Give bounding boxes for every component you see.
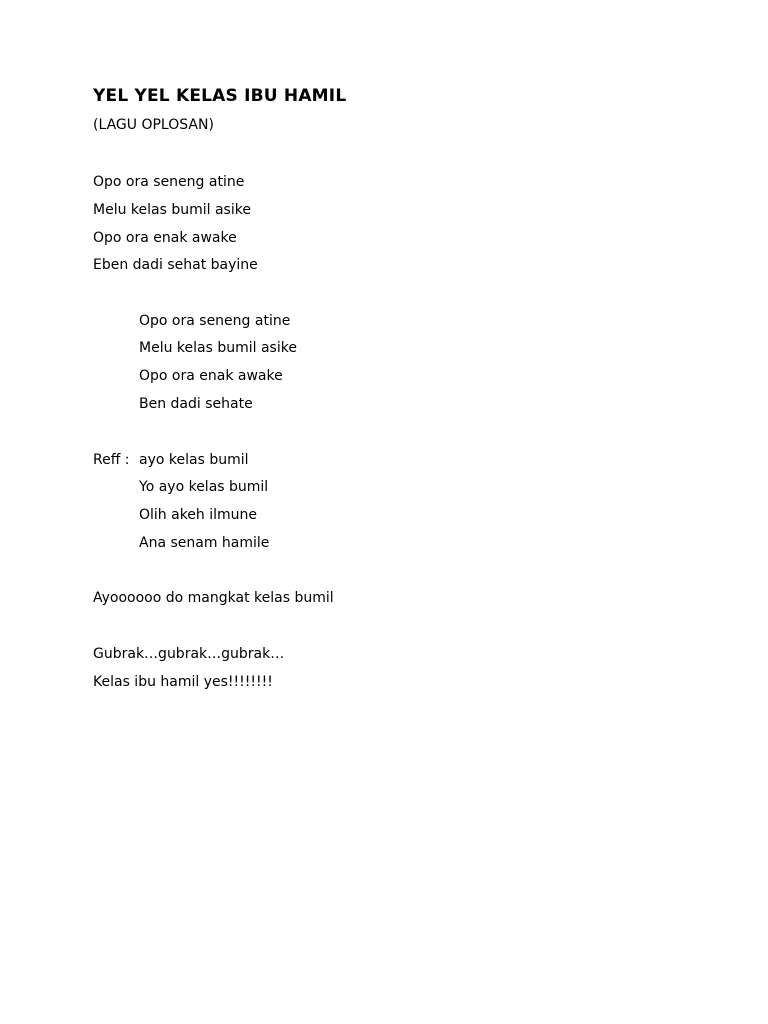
document-subtitle: (LAGU OPLOSAN)	[93, 117, 214, 133]
verse1-line-4: Eben dadi sehat bayine	[93, 257, 258, 273]
verse2-line-3: Opo ora enak awake	[139, 368, 283, 384]
verse1-line-3: Opo ora enak awake	[93, 230, 237, 246]
reff-line-1: ayo kelas bumil	[139, 452, 249, 468]
closing-line-1: Gubrak…gubrak…gubrak…	[93, 646, 285, 662]
verse1-line-2: Melu kelas bumil asike	[93, 202, 251, 218]
reff-label: Reff :	[93, 452, 130, 468]
reff-line-2: Yo ayo kelas bumil	[139, 479, 269, 495]
bridge-line: Ayoooooo do mangkat kelas bumil	[93, 590, 334, 606]
verse2-line-4: Ben dadi sehate	[139, 396, 253, 412]
closing-line-2: Kelas ibu hamil yes!!!!!!!!	[93, 674, 273, 690]
reff-line-4: Ana senam hamile	[139, 535, 270, 551]
document-title: YEL YEL KELAS IBU HAMIL	[93, 86, 347, 106]
verse2-line-1: Opo ora seneng atine	[139, 313, 291, 329]
verse2-line-2: Melu kelas bumil asike	[139, 340, 297, 356]
reff-line-3: Olih akeh ilmune	[139, 507, 258, 523]
verse1-line-1: Opo ora seneng atine	[93, 174, 245, 190]
